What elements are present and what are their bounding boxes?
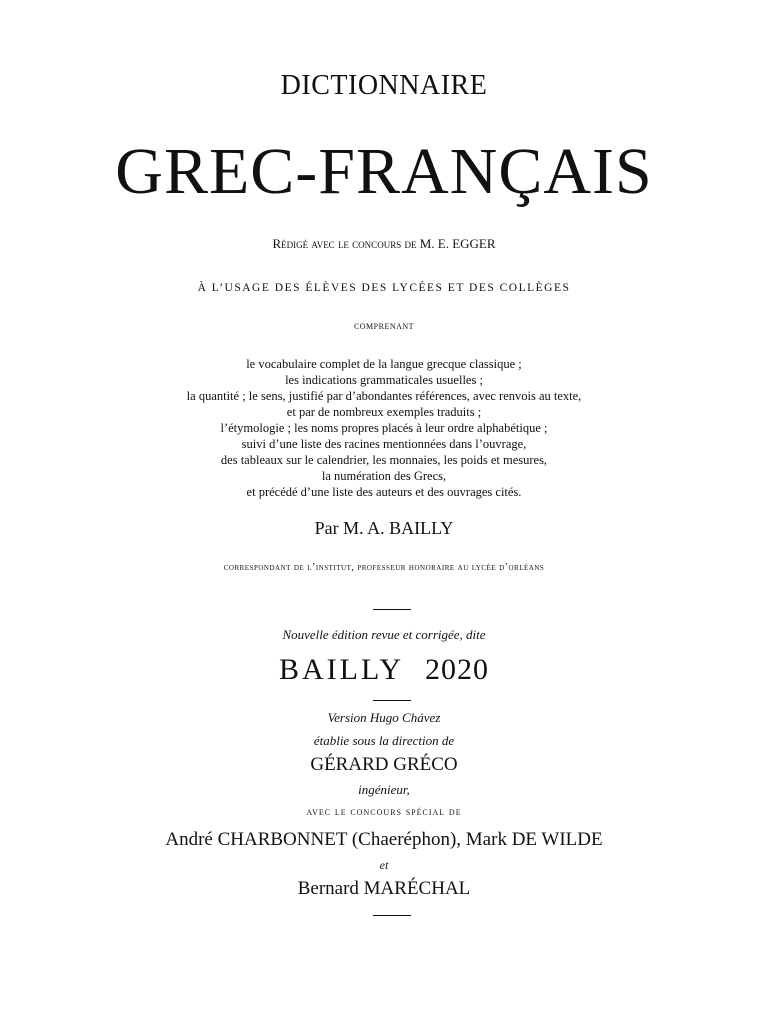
contents-line: et par de nombreux exemples traduits ;	[286, 405, 482, 419]
contents-description	[0, 356, 768, 500]
comprenant-label: comprenant	[353, 320, 415, 332]
author-title: correspondant de l’institut, professeur honoraire au lycée d’orléans	[223, 562, 545, 573]
contents-line: l’étymologie ; les noms propres placés à leur ordre alphabétique ;	[220, 421, 548, 435]
contents-line: la numération des Grecs,	[321, 469, 447, 483]
redige-prefix: Rédigé avec le concours de	[272, 236, 417, 251]
author-line: Par M. A. BAILLY	[314, 518, 454, 538]
main-title: GREC-FRANÇAIS	[115, 135, 653, 208]
redige-line	[0, 236, 768, 252]
contributors-line-2: Bernard MARÉCHAL	[297, 878, 471, 899]
contents-line: la quantité ; le sens, justifié par d’abondantes références, avec renvois au texte,	[186, 389, 582, 403]
edition-year: 2020	[424, 653, 489, 686]
edition-note: Nouvelle édition revue et corrigée, dite	[282, 627, 486, 642]
contents-line: le vocabulaire complet de la langue grecque classique ;	[246, 357, 522, 371]
divider	[373, 609, 411, 610]
dictionary-label: DICTIONNAIRE	[280, 70, 488, 101]
director-role: ingénieur,	[358, 782, 410, 797]
version-line: Version Hugo Chávez	[327, 710, 441, 725]
divider	[373, 700, 411, 701]
contents-line: les indications grammaticales usuelles ;	[285, 373, 483, 387]
et-conjunction: et	[379, 858, 389, 872]
contents-line: et précédé d’une liste des auteurs et des ouvrages cités.	[246, 485, 522, 499]
contents-line: des tableaux sur le calendrier, les monnaies, les poids et mesures,	[220, 453, 548, 467]
usage-line: À L’USAGE DES ÉLÈVES DES LYCÉES ET DES COLLÈGES	[197, 282, 571, 294]
edition-name: BAILLY	[279, 653, 404, 686]
director-name: GÉRARD GRÉCO	[310, 754, 458, 775]
divider	[373, 915, 411, 916]
edition-title	[0, 653, 768, 687]
direction-line: établie sous la direction de	[313, 733, 455, 748]
contents-line: suivi d’une liste des racines mentionnées dans l’ouvrage,	[241, 437, 527, 451]
avec-concours-label: avec le concours spécial de	[306, 806, 462, 818]
contributors-line-1: André CHARBONNET (Chaeréphon), Mark DE WILDE	[165, 829, 603, 850]
redige-name: M. E. EGGER	[416, 236, 496, 251]
